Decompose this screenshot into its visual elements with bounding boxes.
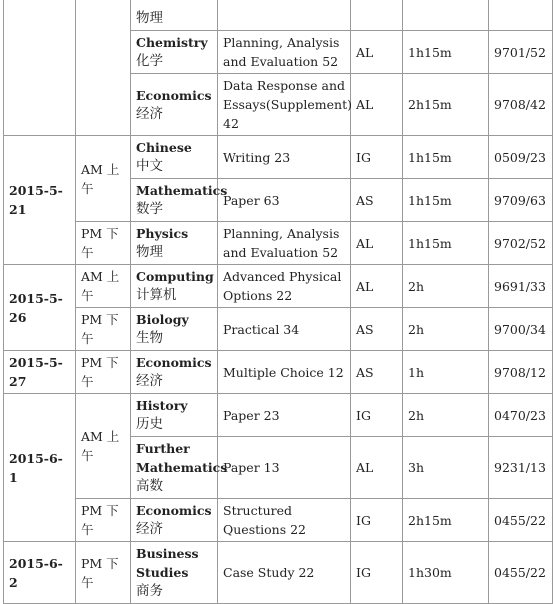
session-cell: PM 下午 bbox=[76, 222, 131, 265]
subject-cell bbox=[131, 499, 218, 542]
subject-zh: 高数 bbox=[136, 478, 163, 494]
level-cell: AL bbox=[351, 31, 403, 74]
level-cell: AS bbox=[351, 308, 403, 351]
duration-cell: 3h bbox=[403, 437, 489, 499]
paper-cell: Paper 13 bbox=[218, 437, 351, 499]
subject-en: Biology bbox=[136, 312, 189, 327]
level-cell: IG bbox=[351, 542, 403, 604]
paper-cell: Advanced Physical Options 22 bbox=[218, 265, 351, 308]
paper-cell: Paper 63 bbox=[218, 179, 351, 222]
paper-cell: Paper 23 bbox=[218, 394, 351, 437]
session-cell: PM 下午 bbox=[76, 499, 131, 542]
code-cell: 0455/22 bbox=[489, 499, 553, 542]
code-cell: 9700/34 bbox=[489, 308, 553, 351]
code-cell: 9708/42 bbox=[489, 74, 553, 136]
subject-en: Mathematics bbox=[136, 183, 228, 198]
duration-cell bbox=[403, 0, 489, 31]
subject-zh: 商务 bbox=[136, 583, 163, 599]
level-cell bbox=[351, 0, 403, 31]
code-cell: 9231/13 bbox=[489, 437, 553, 499]
session-cell: AM 上午 bbox=[76, 265, 131, 308]
subject-en: History bbox=[136, 398, 188, 413]
subject-zh: 历史 bbox=[136, 416, 163, 432]
date-cell bbox=[4, 0, 76, 136]
session-cell: PM 下午 bbox=[76, 542, 131, 604]
code-cell: 9702/52 bbox=[489, 222, 553, 265]
code-cell: 9691/33 bbox=[489, 265, 553, 308]
duration-cell: 2h bbox=[403, 394, 489, 437]
subject-cell bbox=[131, 265, 218, 308]
level-cell: AS bbox=[351, 179, 403, 222]
paper-cell: Data Response and Essays(Supplement) 42 bbox=[218, 74, 351, 136]
subject-cell bbox=[131, 136, 218, 179]
duration-cell: 2h bbox=[403, 265, 489, 308]
level-cell: IG bbox=[351, 136, 403, 179]
subject-en: Physics bbox=[136, 226, 189, 241]
code-cell: 0470/23 bbox=[489, 394, 553, 437]
subject-zh: 生物 bbox=[136, 330, 163, 346]
subject-en: Economics bbox=[136, 355, 212, 370]
subject-cell bbox=[131, 394, 218, 437]
subject-cell bbox=[131, 437, 228, 499]
paper-cell: Multiple Choice 12 bbox=[218, 351, 351, 394]
table-row bbox=[4, 136, 553, 179]
duration-cell: 1h30m bbox=[403, 542, 489, 604]
paper-cell: Case Study 22 bbox=[218, 542, 351, 604]
date-cell: 2015-6-2 bbox=[4, 542, 76, 604]
duration-cell: 2h bbox=[403, 308, 489, 351]
table-row bbox=[4, 499, 553, 542]
subject-zh: 物理 bbox=[136, 244, 163, 260]
subject-en: Chinese bbox=[136, 140, 192, 155]
date-cell: 2015-6-1 bbox=[4, 394, 76, 542]
subject-zh: 经济 bbox=[136, 373, 163, 389]
duration-cell: 1h15m bbox=[403, 136, 489, 179]
subject-en: Economics bbox=[136, 503, 212, 518]
duration-cell: 1h15m bbox=[403, 222, 489, 265]
level-cell: AS bbox=[351, 351, 403, 394]
subject-cell bbox=[131, 74, 218, 136]
paper-cell: Structured Questions 22 bbox=[218, 499, 351, 542]
paper-cell: Planning, Analysis and Evaluation 52 bbox=[218, 222, 351, 265]
table-row bbox=[4, 222, 553, 265]
paper-cell bbox=[218, 0, 351, 31]
level-cell: AL bbox=[351, 437, 403, 499]
code-cell bbox=[489, 0, 553, 31]
duration-cell: 2h15m bbox=[403, 74, 489, 136]
level-cell: AL bbox=[351, 74, 403, 136]
subject-cell bbox=[131, 179, 228, 222]
subject-en: Computing bbox=[136, 269, 214, 284]
paper-cell: Planning, Analysis and Evaluation 52 bbox=[218, 31, 351, 74]
paper-cell: Writing 23 bbox=[218, 136, 351, 179]
code-cell: 9701/52 bbox=[489, 31, 553, 74]
session-cell: AM 上午 bbox=[76, 136, 131, 222]
table-row bbox=[4, 308, 553, 351]
table-row bbox=[4, 351, 553, 394]
subject-zh: 经济 bbox=[136, 521, 163, 537]
subject-zh: 计算机 bbox=[136, 287, 177, 303]
session-cell: AM 上午 bbox=[76, 394, 131, 499]
duration-cell: 2h15m bbox=[403, 499, 489, 542]
subject-en: Chemistry bbox=[136, 35, 208, 50]
table-row bbox=[4, 394, 553, 437]
code-cell: 0455/22 bbox=[489, 542, 553, 604]
exam-schedule-table bbox=[3, 0, 553, 604]
duration-cell: 1h15m bbox=[403, 31, 489, 74]
subject-en: Economics bbox=[136, 87, 212, 103]
table-row bbox=[4, 542, 553, 604]
duration-cell: 1h15m bbox=[403, 179, 489, 222]
subject-zh: 中文 bbox=[136, 158, 163, 174]
code-cell: 9708/12 bbox=[489, 351, 553, 394]
level-cell: AL bbox=[351, 265, 403, 308]
subject-cell bbox=[131, 0, 218, 31]
paper-cell: Practical 34 bbox=[218, 308, 351, 351]
subject-cell bbox=[131, 542, 218, 604]
subject-en: Business Studies bbox=[136, 546, 199, 580]
subject-cell bbox=[131, 308, 218, 351]
subject-zh: 经济 bbox=[136, 105, 163, 122]
subject-zh: 数学 bbox=[136, 201, 163, 217]
session-cell: PM 下午 bbox=[76, 351, 131, 394]
session-cell bbox=[76, 0, 131, 136]
duration-cell: 1h bbox=[403, 351, 489, 394]
code-cell: 9709/63 bbox=[489, 179, 553, 222]
subject-en: Further Mathematics bbox=[136, 441, 228, 475]
code-cell: 0509/23 bbox=[489, 136, 553, 179]
date-cell: 2015-5-26 bbox=[4, 265, 76, 351]
table-row bbox=[4, 0, 553, 31]
level-cell: AL bbox=[351, 222, 403, 265]
table-row bbox=[4, 265, 553, 308]
subject-cell bbox=[131, 31, 218, 74]
level-cell: IG bbox=[351, 499, 403, 542]
level-cell: IG bbox=[351, 394, 403, 437]
date-cell: 2015-5-21 bbox=[4, 136, 76, 265]
session-cell: PM 下午 bbox=[76, 308, 131, 351]
subject-zh: 物理 bbox=[136, 10, 163, 26]
subject-cell bbox=[131, 351, 218, 394]
subject-zh: 化学 bbox=[136, 53, 163, 69]
subject-cell bbox=[131, 222, 218, 265]
date-cell: 2015-5-27 bbox=[4, 351, 76, 394]
